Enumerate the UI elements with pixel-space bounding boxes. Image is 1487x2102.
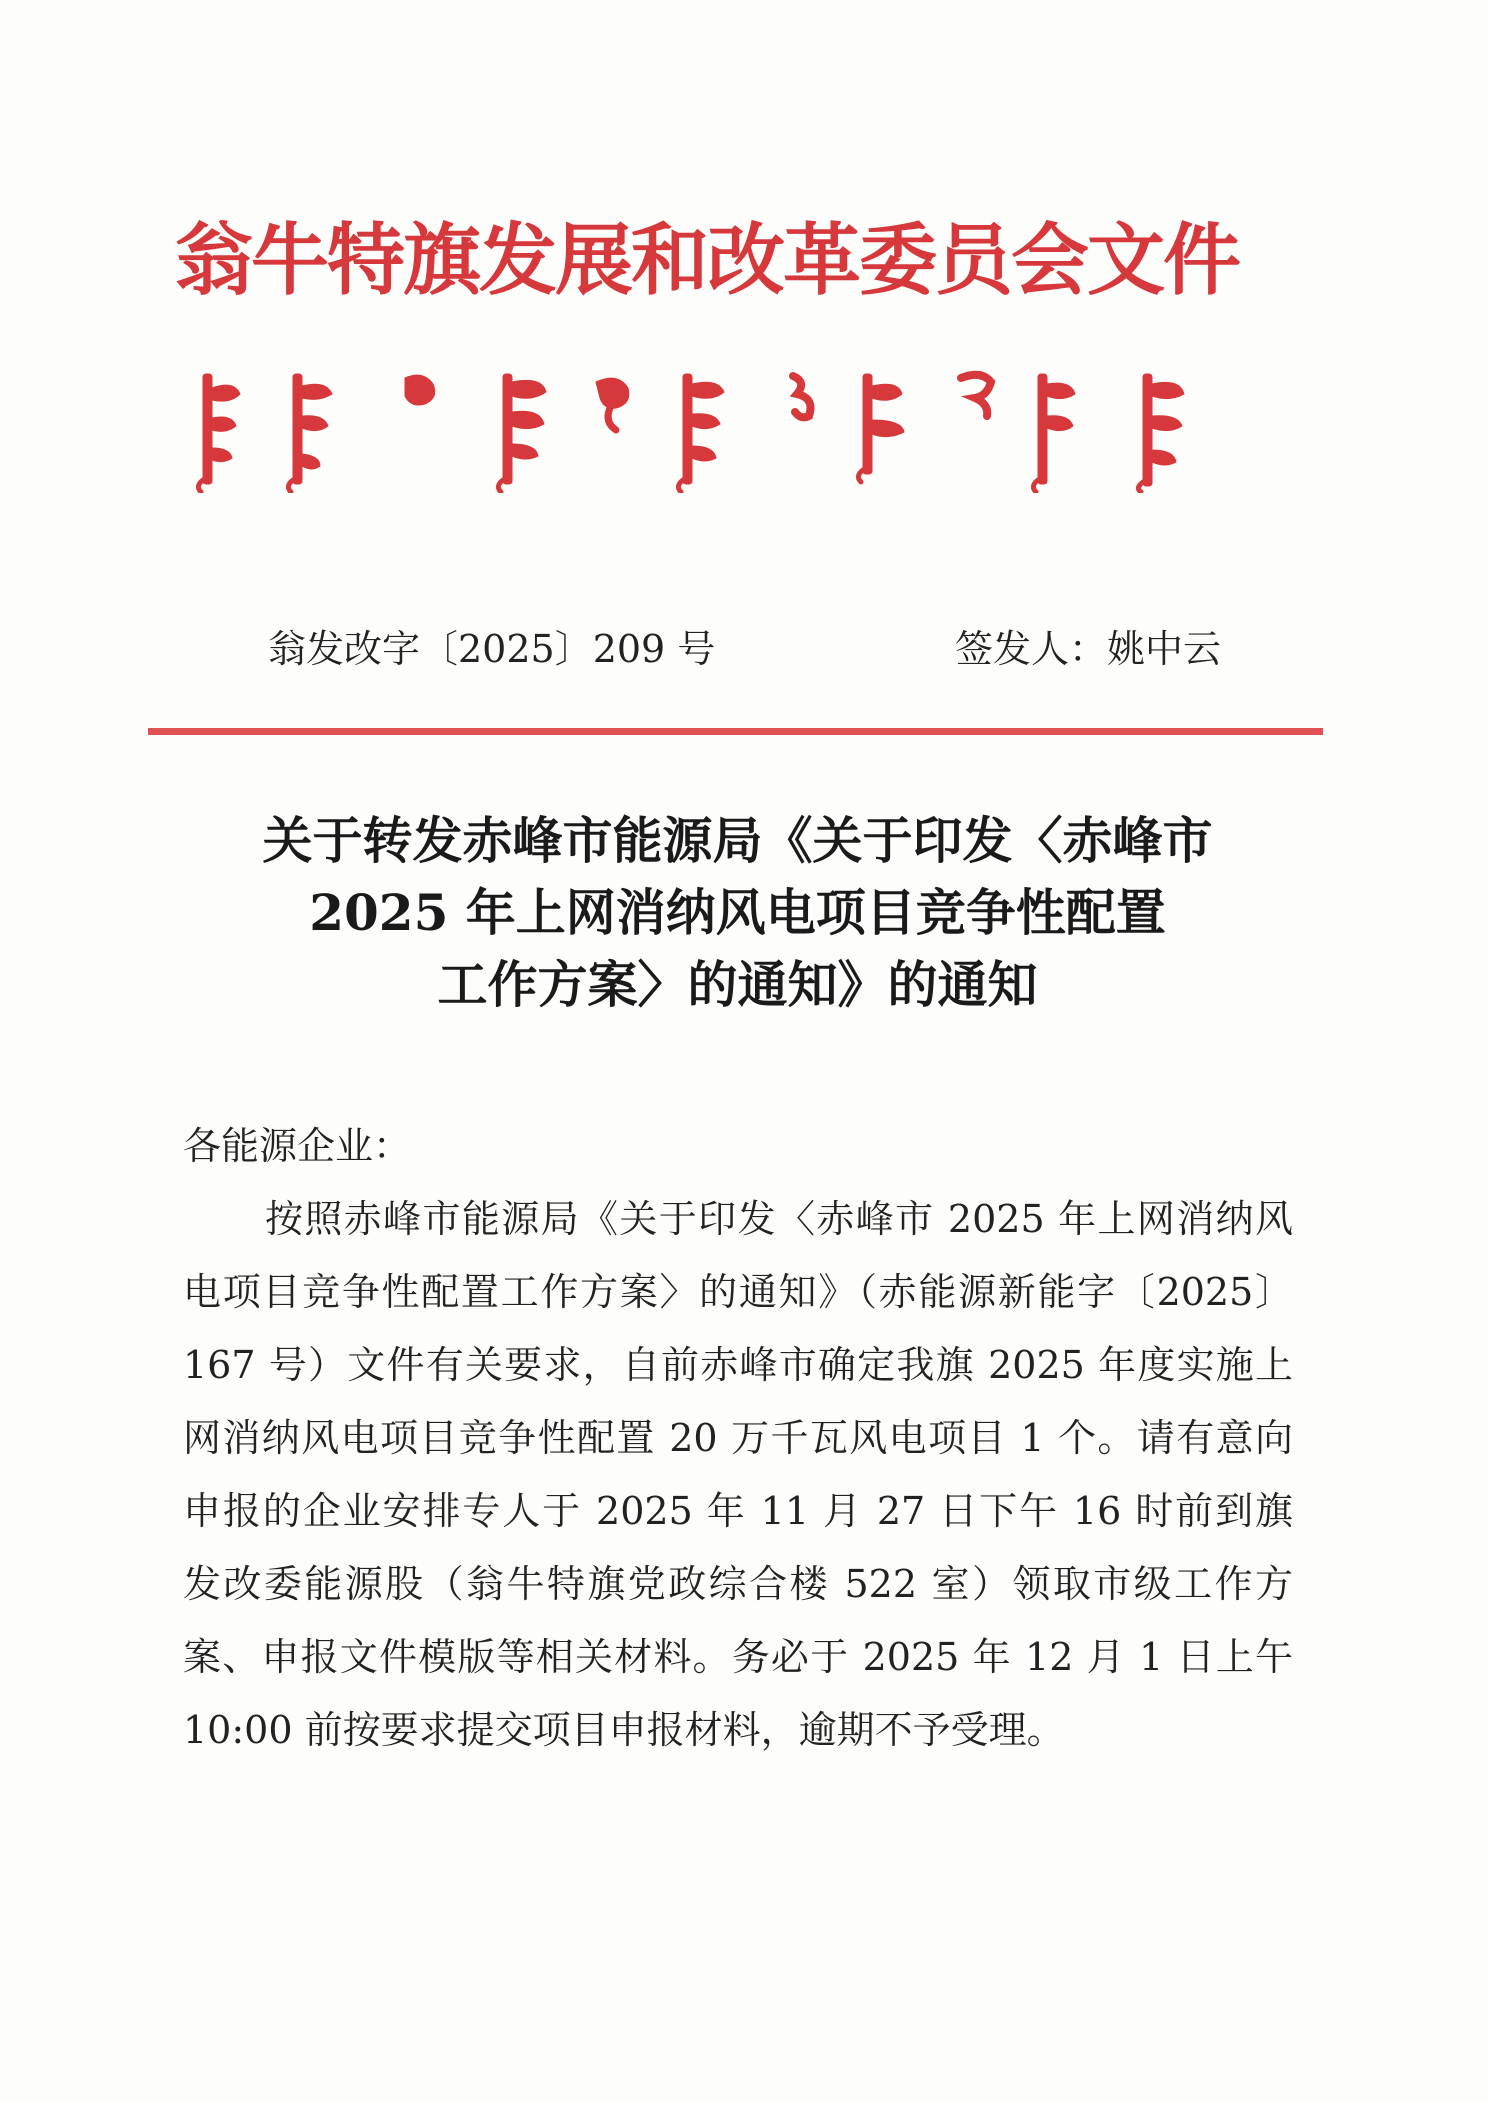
document-title	[150, 805, 1325, 1021]
paragraph-line: 10:00 前按要求提交项目申报材料，逾期不予受理。	[183, 1708, 1065, 1752]
paragraph-line: 发改委能源股（翁牛特旗党政综合楼 522 室）领取市级工作方	[183, 1562, 1293, 1606]
paragraph-line: 电项目竞争性配置工作方案〉的通知》（赤能源新能字〔2025〕	[183, 1270, 1293, 1314]
document-number: 翁发改字〔2025〕209 号	[268, 627, 716, 671]
body-paragraph	[183, 1183, 1293, 1767]
paragraph-line: 网消纳风电项目竞争性配置 20 万千瓦风电项目 1 个。请有意向	[183, 1416, 1293, 1460]
paragraph-line: 案、申报文件模版等相关材料。务必于 2025 年 12 月 1 日上午	[183, 1635, 1293, 1679]
title-line: 工作方案〉的通知》的通知	[437, 955, 1038, 1014]
paragraph-line: 167 号）文件有关要求，自前赤峰市确定我旗 2025 年度实施上	[183, 1343, 1293, 1387]
mongolian-script-title	[175, 368, 1285, 493]
title-line: 关于转发赤峰市能源局《关于印发〈赤峰市	[262, 811, 1213, 870]
signer: 签发人：姚中云	[955, 627, 1222, 671]
salutation: 各能源企业：	[183, 1124, 412, 1168]
title-line: 2025 年上网消纳风电项目竞争性配置	[309, 883, 1166, 942]
paragraph-line: 按照赤峰市能源局《关于印发〈赤峰市 2025 年上网消纳风	[265, 1197, 1293, 1241]
mongolian-script-graphic	[175, 368, 1285, 493]
issuing-authority-title: 翁牛特旗发展和改革委员会文件	[175, 215, 1240, 306]
red-divider-line	[148, 728, 1323, 735]
paragraph-line: 申报的企业安排专人于 2025 年 11 月 27 日下午 16 时前到旗	[183, 1489, 1293, 1533]
